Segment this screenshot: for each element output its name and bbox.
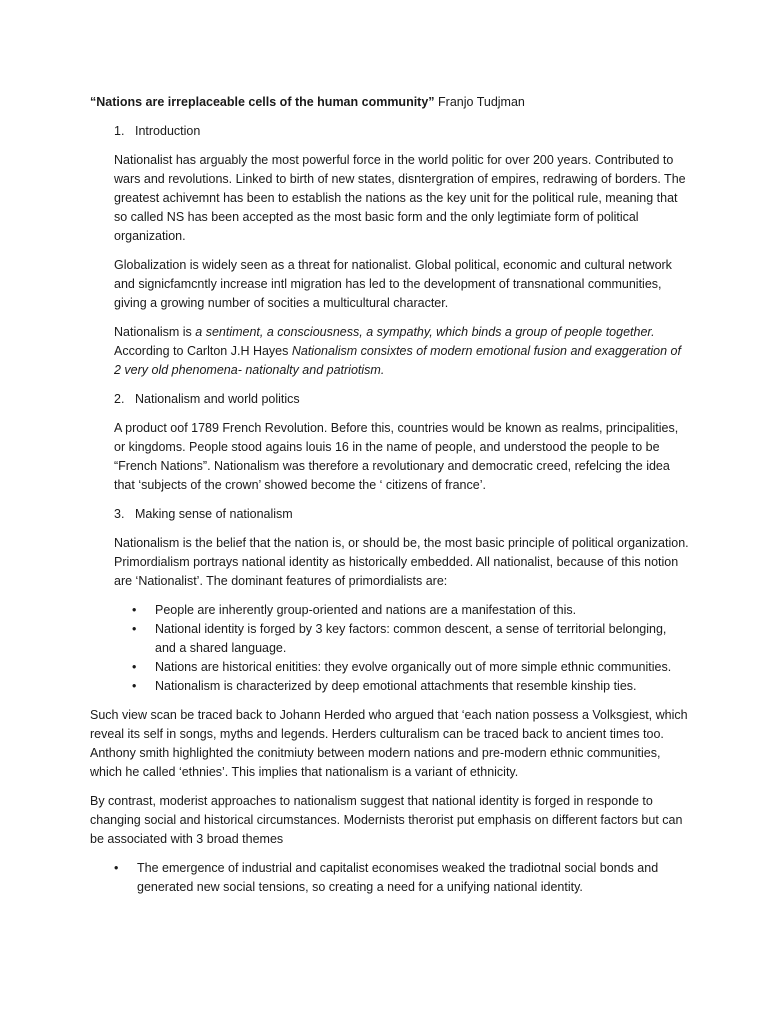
page-title — [90, 93, 690, 112]
definition-lead: Nationalism is — [114, 325, 196, 339]
list-item — [132, 601, 690, 620]
section-number: 3. — [114, 507, 125, 521]
section-heading-making-sense — [114, 505, 690, 524]
title-quote: “Nations are irreplaceable cells of the human community” — [90, 95, 435, 109]
list-item-text: The emergence of industrial and capitalist economises weaked the tradiotnal social bonds and generated new social tensions, so creating a need for a unifying national identity. — [137, 861, 659, 894]
paragraph-intro: Nationalist has arguably the most powerful force in the world politic for over 200 years. Contributed to wars and revolutions. Linked to birth of new states, disntergration of empires, redrawing of borders. The greatest achivemnt has been to establish the nations as the key unit for the political rule, meaning that so called NS has been accepted as the most basic form and the only legtimiate form of political organization. — [114, 153, 686, 243]
bullet-icon: • — [132, 679, 137, 693]
bullet-icon: • — [114, 861, 119, 875]
bullet-icon: • — [132, 603, 137, 617]
section-label: Making sense of nationalism — [135, 507, 293, 521]
paragraph-french-revolution: A product oof 1789 French Revolution. Before this, countries would be known as realms, principalities, or kingdoms. People stood agains louis 16 in the name of people, and understood the people to be “French Nations”. Nationalism was therefore a revolutionary and democratic creed, refelcing the idea that ‘subjects of the crown’ showed become the ‘ citizens of france’. — [114, 421, 679, 492]
list-item-text: National identity is forged by 3 key factors: common descent, a sense of territorial belonging, and a shared language. — [155, 622, 667, 655]
hayes-quote: Nationalism consixtes of modern emotional fusion and exaggeration of 2 very old phenomena- nationalty and patriotism. — [114, 344, 681, 377]
paragraph-globalization: Globalization is widely seen as a threat for nationalist. Global political, economic and cultural network and signicfamcntly increase intl migration has led to the development of transnational communities, giving a growing number of socities a multicultural character. — [114, 258, 672, 310]
list-item — [132, 677, 690, 696]
section-number: 2. — [114, 392, 125, 406]
definition-quote: a sentiment, a consciousness, a sympathy, which binds a group of people together. — [195, 325, 655, 339]
list-item-text: Nations are historical enitities: they evolve organically out of more simple ethnic communities. — [155, 660, 672, 674]
paragraph-herder: Such view scan be traced back to Johann Herded who argued that ‘each nation possess a Volksgiest, which reveal its self in songs, myths and legends. Herders culturalism can be traced back to ancient times too. Anthony smith highlighted the conitmiuty between modern nations and pre-modern ethnic communities, which he called ‘ethnies’. This implies that nationalism is a variant of ethnicity. — [90, 708, 688, 779]
section-label: Nationalism and world politics — [135, 392, 300, 406]
bullet-icon: • — [132, 622, 137, 636]
document-page — [90, 93, 690, 907]
section-label: Introduction — [135, 124, 201, 138]
section-heading-introduction — [114, 122, 690, 141]
paragraph-modernist: By contrast, moderist approaches to nationalism suggest that national identity is forged in responde to changing social and historical circumstances. Modernists therorist put emphasis on different factors but can be associated with 3 broad themes — [90, 794, 683, 846]
list-item — [132, 620, 690, 658]
paragraph-definition — [114, 323, 690, 380]
list-item-text: Nationalism is characterized by deep emotional attachments that resemble kinship ties. — [155, 679, 637, 693]
primordialist-features-list — [132, 601, 690, 696]
list-item — [114, 859, 690, 897]
paragraph-primordialism: Nationalism is the belief that the nation is, or should be, the most basic principle of political organization. Primordialism portrays national identity as historically embedded. All nationalist, because of this notion are ‘Nationalist’. The dominant features of primordialists are: — [114, 536, 689, 588]
hayes-lead: According to Carlton J.H Hayes — [114, 344, 292, 358]
section-number: 1. — [114, 124, 125, 138]
title-author: Franjo Tudjman — [438, 95, 525, 109]
list-item — [132, 658, 690, 677]
modernist-themes-list — [114, 859, 690, 897]
section-heading-world-politics — [114, 390, 690, 409]
bullet-icon: • — [132, 660, 137, 674]
list-item-text: People are inherently group-oriented and nations are a manifestation of this. — [155, 603, 577, 617]
